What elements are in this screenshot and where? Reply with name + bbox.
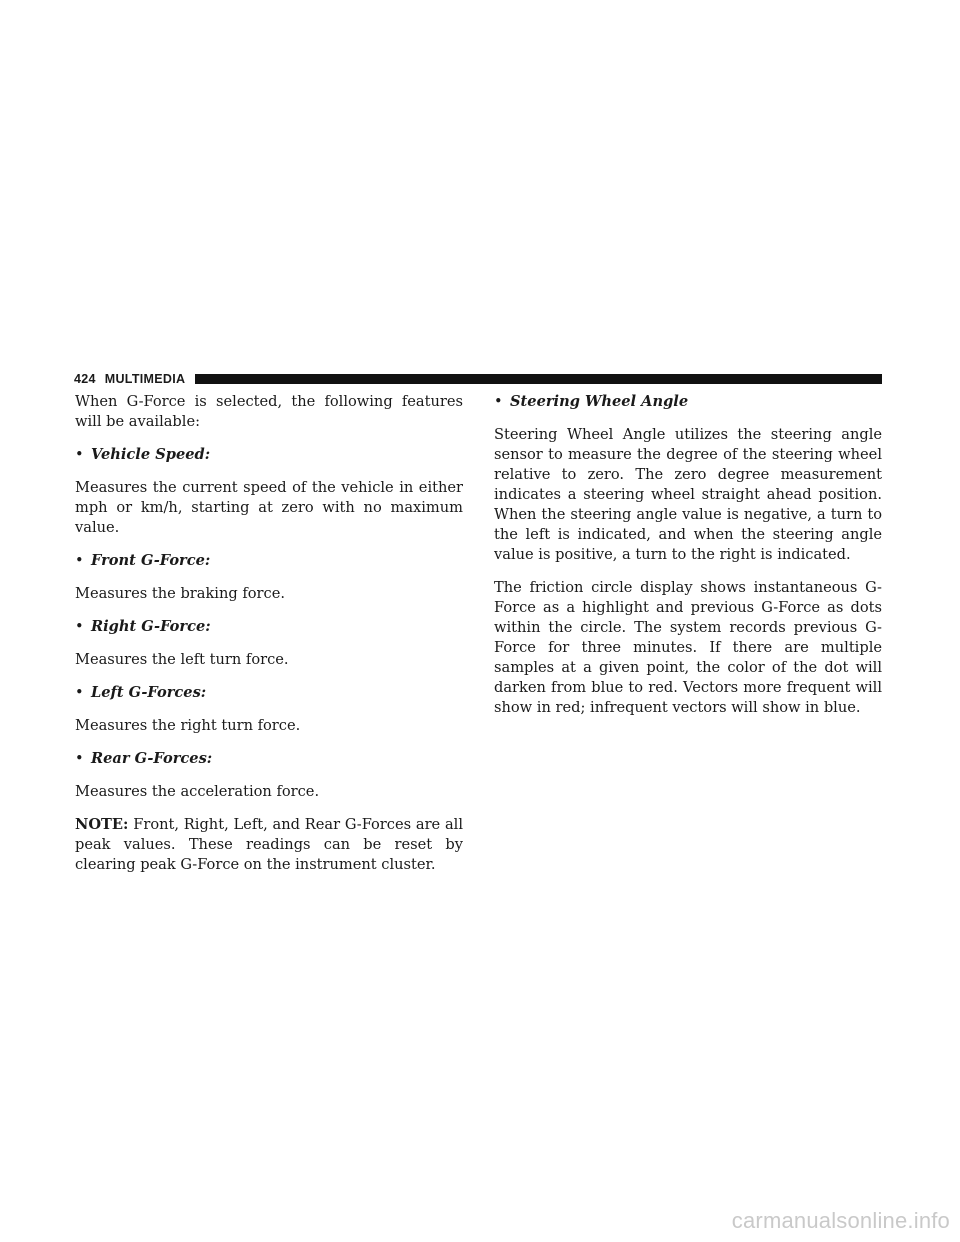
bullet-label: Right G-Force:	[91, 618, 211, 635]
bullet-icon: •	[75, 684, 84, 701]
bullet-label: Vehicle Speed:	[91, 446, 211, 463]
bullet-steering-wheel-angle	[494, 392, 882, 412]
bullet-icon: •	[75, 750, 84, 767]
bullet-vehicle-speed	[75, 445, 463, 465]
bullet-label: Steering Wheel Angle	[510, 393, 689, 410]
header-rule	[195, 374, 882, 384]
rear-g-forces-description: Measures the acceleration force.	[75, 783, 320, 800]
bullet-rear-g-forces	[75, 749, 463, 769]
steering-angle-paragraph: Steering Wheel Angle utilizes the steering angle sensor to measure the degree of the steering wheel relative to zero. The zero degree measurement indicates a steering wheel straight ahead position. When the steering angle value is negative, a turn to the left is indicated, and when the steering angle value is positive, a turn to the right is indicated.	[494, 426, 882, 563]
bullet-label: Front G-Force:	[91, 552, 211, 569]
right-g-force-description: Measures the left turn force.	[75, 651, 289, 668]
note-text: Front, Right, Left, and Rear G-Forces are all peak values. These readings can be reset by clearing peak G-Force on the instrument cluster.	[75, 816, 463, 873]
bullet-left-g-forces	[75, 683, 463, 703]
bullet-icon: •	[494, 393, 503, 410]
page-number: 424	[74, 372, 96, 386]
vehicle-speed-description: Measures the current speed of the vehicle in either mph or km/h, starting at zero with no maximum value.	[75, 479, 463, 536]
bullet-icon: •	[75, 618, 84, 635]
left-g-forces-description: Measures the right turn force.	[75, 717, 301, 734]
page-header	[74, 371, 882, 387]
left-column	[75, 392, 463, 888]
note-label: NOTE:	[75, 816, 129, 833]
bullet-icon: •	[75, 552, 84, 569]
section-title: MULTIMEDIA	[104, 372, 186, 386]
bullet-right-g-force	[75, 617, 463, 637]
front-g-force-description: Measures the braking force.	[75, 585, 285, 602]
friction-circle-paragraph: The friction circle display shows instantaneous G-Force as a highlight and previous G-Force as dots within the circle. The system records previous G-Force for three minutes. If there are multiple samples at a given point, the color of the dot will darken from blue to red. Vectors more frequent will show in red; infrequent vectors will show in blue.	[494, 579, 882, 716]
right-column	[494, 392, 882, 731]
bullet-label: Left G-Forces:	[91, 684, 207, 701]
note-paragraph	[75, 815, 463, 875]
intro-paragraph: When G-Force is selected, the following features will be available:	[75, 393, 463, 430]
watermark: carmanualsonline.info	[731, 1208, 950, 1233]
bullet-front-g-force	[75, 551, 463, 571]
bullet-icon: •	[75, 446, 84, 463]
bullet-label: Rear G-Forces:	[91, 750, 213, 767]
